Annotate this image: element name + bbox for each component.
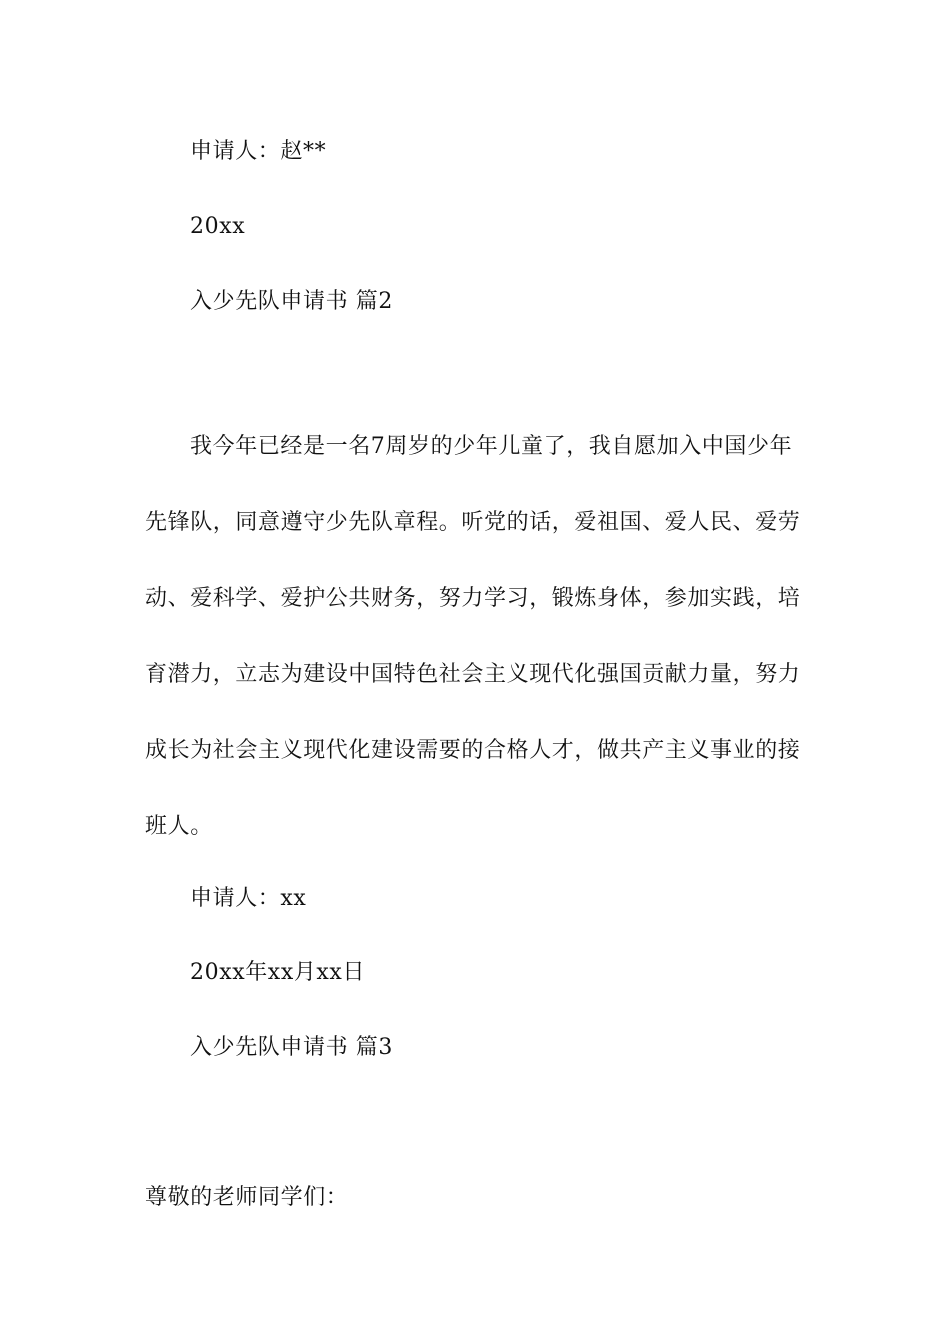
paragraph-line: 班人。 (145, 814, 213, 839)
paragraph-line: 成长为社会主义现代化建设需要的合格人才，做共产主义事业的接 (145, 738, 801, 763)
salutation-line: 尊敬的老师同学们： (145, 1185, 349, 1210)
paragraph-line: 育潜力，立志为建设中国特色社会主义现代化强国贡献力量，努力 (145, 662, 801, 687)
paragraph-line: 动、爱科学、爱护公共财务，努力学习，锻炼身体，参加实践，培 (145, 586, 801, 611)
section-title-3: 入少先队申请书 篇3 (190, 1035, 393, 1060)
paragraph-line: 先锋队，同意遵守少先队章程。听党的话，爱祖国、爱人民、爱劳 (145, 510, 801, 535)
date-line-1: 20xx (190, 214, 246, 239)
section-title-2: 入少先队申请书 篇2 (190, 289, 393, 314)
paragraph-line: 我今年已经是一名7周岁的少年儿童了，我自愿加入中国少年 (190, 434, 793, 459)
applicant-line-1: 申请人：赵** (190, 139, 327, 164)
application-paragraph (145, 432, 807, 888)
date-line-2: 20xx年xx月xx日 (190, 960, 366, 985)
applicant-line-2: 申请人：xx (190, 886, 307, 911)
